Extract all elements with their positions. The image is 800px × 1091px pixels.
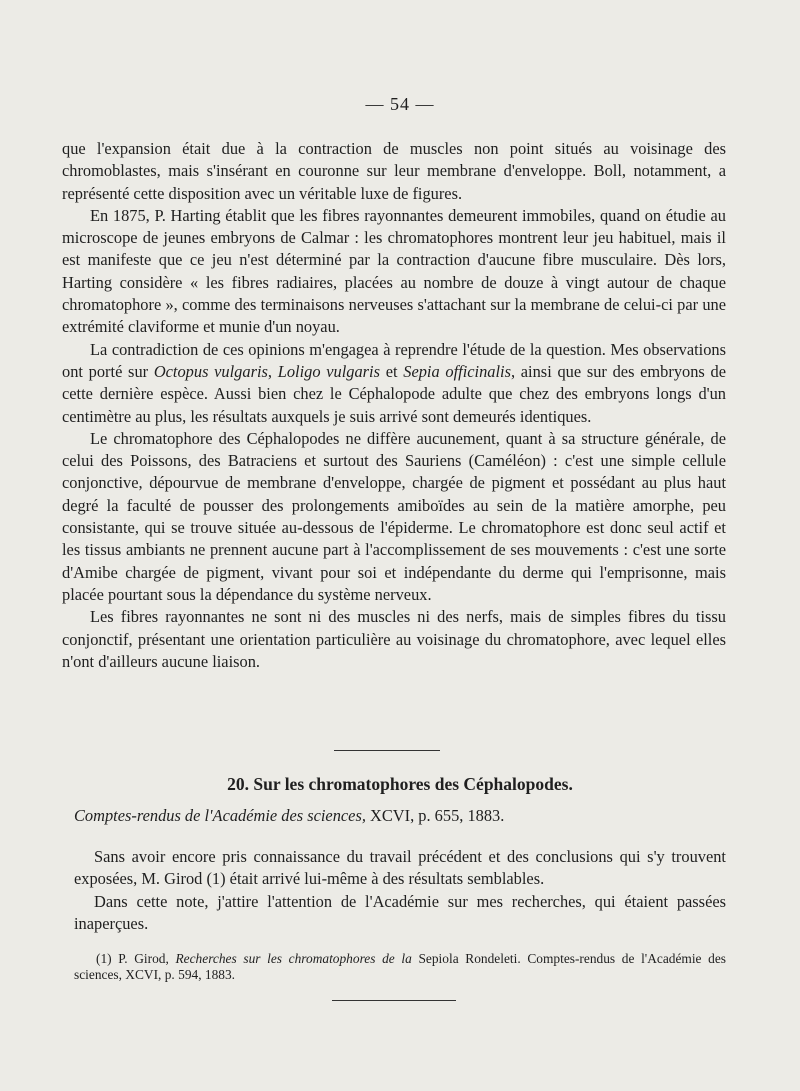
- species-sepia: Sepia officinalis: [403, 361, 511, 381]
- paragraph-3: [62, 339, 726, 428]
- main-text: [62, 138, 726, 673]
- source-citation: [74, 806, 734, 826]
- page-number: — 54 —: [365, 94, 435, 114]
- paragraph-4: Le chromatophore des Céphalopodes ne diffère aucunement, quant à sa structure générale, de celui des Poissons, des Batraciens et surtout des Sauriens (Caméléon) : c'est une simple cellule conjonctive, dépourvue de membrane d'enveloppe, chargée de pigment et possédant au plus haut degré la faculté de pousser des prolongements amiboïdes au sein de la matière amorphe, peu consistante, qui se trouve située au-dessous de l'épiderme. Le chromatophore est donc seul actif et les tissus ambiants ne prennent aucune part à l'accomplissement de ses mouvements : c'est une sorte d'Amibe chargée de pigment, vivant pour soi et indépendante du derme qui l'emprisonne, mais placée pourtant sous la dépendance du système nerveux.: [62, 428, 726, 604]
- paragraph-3-text-a: La contradiction de ces opinions m'engagea à reprendre l'étude de la question. Mes observations ont porté sur: [62, 339, 726, 381]
- paragraph-3-text-c: et: [379, 361, 404, 381]
- paragraph-3-text-b: ,: [267, 361, 278, 381]
- section-2-paragraph-2: Dans cette note, j'attire l'attention de l'Académie sur mes recherches, qui étaient passées inaperçues.: [74, 891, 726, 933]
- footnote-title: Recherches sur les chromatophores de la: [175, 951, 412, 966]
- paragraph-2: En 1875, P. Harting établit que les fibres rayonnantes demeurent immobiles, quand on étudie au microscope de jeunes embryons de Calmar : les chromatophores montrent leur jeu habituel, mais il est manifeste que ce jeu n'est déterminé par la contraction d'aucune fibre musculaire. Dès lors, Harting considère « les fibres radiaires, placées au nombre de douze à vingt autour de chaque chromatophore », comme des terminaisons nerveuses s'attachant sur la membrane de celui-ci par une extrémité claviforme et munie d'un noyau.: [62, 205, 726, 337]
- paragraph-5: Les fibres rayonnantes ne sont ni des muscles ni des nerfs, mais de simples fibres du tissu conjonctif, présentant une orientation particulière au voisinage du chromatophore, avec lequel elles n'ont d'ailleurs aucune liaison.: [62, 607, 726, 671]
- source-journal: Comptes-rendus de l'Académie des sciences,: [74, 806, 366, 825]
- paragraph-1: que l'expansion était due à la contraction de muscles non point situés au voisinage des chromoblastes, mais s'insérant en couronne sur leur membrane d'enveloppe. Boll, notamment, a représenté cette disposition avec un véritable luxe de figures.: [62, 139, 726, 203]
- species-octopus: Octopus vulgaris: [153, 361, 268, 381]
- source-details: XCVI, p. 655, 1883.: [365, 806, 505, 825]
- species-loligo: Loligo vulgaris: [277, 361, 380, 381]
- section-2-paragraph-1: Sans avoir encore pris connaissance du travail précédent et des conclusions qui s'y trouvent exposées, M. Girod (1) était arrivé lui-même à des résultats semblables.: [74, 847, 726, 889]
- section-heading: 20. Sur les chromatophores des Céphalopodes.: [227, 774, 573, 794]
- bottom-divider: [332, 1000, 456, 1001]
- paragraph-3-text-d: , ainsi que sur des embryons de cette dernière espèce. Aussi bien chez le Céphalopode adulte que chez des embryons longs d'un centimètre au plus, les résultats auxquels je suis arrivé sont demeurés identiques.: [62, 361, 726, 426]
- footnote: [74, 951, 726, 983]
- section-divider: [334, 750, 440, 751]
- footnote-lead: (1) P. Girod,: [96, 951, 176, 966]
- footnote-rest: Sepiola Rondeleti. Comptes-rendus de l'Académie des sciences, XCVI, p. 594, 1883.: [74, 951, 726, 982]
- section-2-text: [74, 846, 726, 935]
